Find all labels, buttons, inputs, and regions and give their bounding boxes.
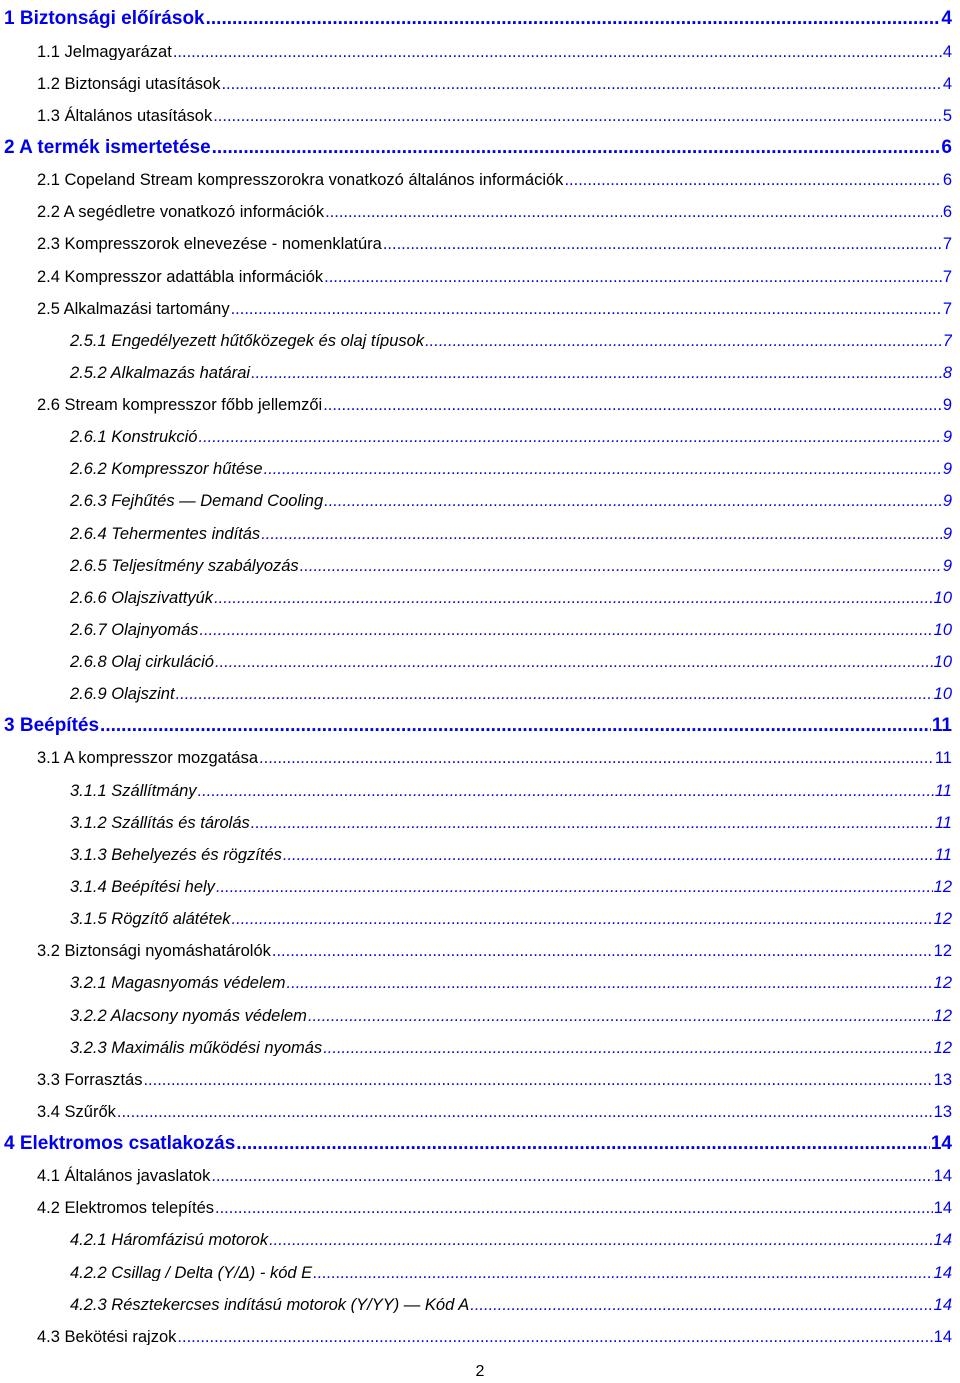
toc-dot-leader [117,1104,933,1121]
toc-entry[interactable] [37,386,952,414]
toc-dot-leader [324,493,942,510]
toc-entry-page: 12 [933,878,952,896]
toc-entry[interactable] [70,482,952,510]
toc-entry-page: 6 [941,136,952,157]
toc-entry[interactable] [37,1189,952,1217]
toc-dot-leader [425,333,942,350]
toc-entry-label: 4.1 Általános javaslatok [37,1167,211,1185]
toc-entry[interactable] [70,578,952,606]
toc-entry-label: 2.6.5 Teljesítmény szabályozás [70,556,299,575]
toc-dot-leader [300,558,942,575]
toc-entry-page: 14 [933,1167,952,1185]
toc-entry-page: 13 [933,1102,952,1121]
toc-dot-leader [272,943,933,960]
toc-entry-label: 2.5 Alkalmazási tartomány [37,299,230,318]
toc-entry[interactable] [4,0,952,28]
toc-dot-leader [251,365,942,382]
toc-entry-page: 4 [942,74,952,93]
toc-entry[interactable] [70,546,952,574]
toc-entry-label: 2.6.6 Olajszivattyúk [70,588,214,607]
toc-entry[interactable] [37,1157,952,1185]
toc-entry[interactable] [70,675,952,703]
toc-entry-page: 14 [933,1327,952,1346]
toc-entry-label: 2.5.2 Alkalmazás határai [70,363,251,382]
toc-entry-page: 14 [933,1199,952,1217]
toc-dot-leader [199,429,942,446]
toc-entry-label: 2.6.8 Olaj cirkuláció [70,653,214,671]
toc-dot-leader [177,1329,932,1346]
toc-dot-leader [215,1200,933,1217]
toc-entry-page: 10 [933,653,952,671]
toc-entry-label: 2.6.2 Kompresszor hűtése [70,460,263,478]
toc-dot-leader [231,301,942,318]
toc-entry-page: 9 [942,524,952,543]
toc-entry-page: 11 [934,749,952,767]
toc-dot-leader [199,622,932,639]
toc-entry-page: 12 [933,910,952,928]
toc-dot-leader [214,590,933,607]
toc-entry-page: 7 [942,235,952,253]
toc-dot-leader [232,911,933,928]
toc-entry-label: 2.5.1 Engedélyezett hűtőközegek és olaj típusok [70,331,425,350]
toc-entry-page: 10 [933,588,952,607]
toc-entry[interactable] [37,64,952,92]
toc-dot-leader [264,461,942,478]
toc-entry-label: 4.2.1 Háromfázisú motorok [70,1231,269,1249]
toc-entry-page: 12 [933,974,952,992]
toc-dot-leader [221,76,941,93]
toc-entry-label: 4.2 Elektromos telepítés [37,1199,215,1217]
toc-dot-leader [323,397,942,414]
toc-entry-label: 2.6.3 Fejhűtés ― Demand Cooling [70,492,324,510]
toc-entry-page: 14 [933,1295,952,1314]
toc-entry-label: 3.1.5 Rögzítő alátétek [70,910,231,928]
toc-entry-page: 7 [942,267,952,286]
toc-entry-label: 4.2.2 Csillag / Delta (Y/Δ) - kód E [70,1263,313,1282]
toc-dot-leader [212,138,941,157]
toc-entry-label: 2.2 A segédletre vonatkozó információk [37,203,325,221]
toc-entry-page: 11 [934,781,952,800]
toc-entry-label: 3 Beépítés [4,714,100,735]
toc-dot-leader [100,716,931,735]
toc-dot-leader [324,269,942,286]
toc-entry-label: 4 Elektromos csatlakozás [4,1132,236,1153]
toc-entry-page: 10 [933,685,952,703]
toc-dot-leader [236,1134,930,1153]
toc-entry-page: 4 [941,8,952,28]
toc-entry-label: 2.4 Kompresszor adattábla információk [37,267,324,286]
toc-entry-page: 10 [933,620,952,639]
toc-entry[interactable] [70,835,952,863]
toc-entry-label: 3.1.4 Beépítési hely [70,878,215,896]
toc-dot-leader [216,879,933,896]
toc-entry[interactable] [4,1125,952,1153]
toc-entry-page: 11 [934,845,952,864]
toc-entry-label: 1 Biztonsági előírások [4,8,205,28]
toc-entry-label: 2.6 Stream kompresszor főbb jellemzői [37,396,323,414]
toc-dot-leader [323,1040,932,1057]
toc-entry-page: 9 [942,492,952,510]
toc-entry[interactable] [70,868,952,896]
toc-entry-label: 1.3 Általános utasítások [37,106,213,125]
toc-entry-page: 4 [942,42,952,61]
toc-entry[interactable] [37,225,952,253]
toc-dot-leader [215,654,933,671]
toc-dot-leader [261,526,942,543]
toc-entry[interactable] [37,1060,952,1088]
toc-entry-label: 2.3 Kompresszorok elnevezése - nomenklatúra [37,235,382,253]
toc-entry-page: 9 [942,556,952,575]
toc-entry[interactable] [70,321,952,349]
toc-dot-leader [143,1072,932,1089]
toc-dot-leader [470,1297,932,1314]
toc-entry-label: 3.4 Szűrők [37,1102,116,1121]
toc-entry[interactable] [70,900,952,928]
toc-entry-label: 3.2.3 Maximális működési nyomás [70,1038,323,1057]
toc-entry[interactable] [37,289,952,317]
toc-entry-page: 6 [942,171,952,189]
toc-entry[interactable] [70,1028,952,1056]
toc-dot-leader [173,44,942,61]
toc-entry-page: 14 [933,1263,952,1282]
toc-entry[interactable] [70,610,952,638]
toc-entry-page: 9 [942,396,952,414]
toc-entry-page: 12 [933,1038,952,1057]
toc-entry[interactable] [37,1092,952,1120]
toc-entry-label: 3.2 Biztonsági nyomáshatárolók [37,942,271,960]
toc-entry-label: 1.2 Biztonsági utasítások [37,74,221,93]
toc-dot-leader [211,1168,932,1185]
toc-entry-label: 3.1.3 Behelyezés és rögzítés [70,845,282,864]
toc-entry[interactable] [70,1253,952,1281]
toc-entry-page: 5 [942,106,952,125]
toc-entry-label: 1.1 Jelmagyarázat [37,42,172,61]
toc-dot-leader [213,108,942,125]
toc-dot-leader [564,172,941,189]
toc-entry-label: 3.1.1 Szállítmány [70,781,197,800]
toc-entry-page: 13 [933,1070,952,1089]
toc-entry[interactable] [70,514,952,542]
toc-entry-label: 2.6.4 Tehermentes indítás [70,524,261,543]
toc-entry-page: 7 [942,331,952,350]
toc-dot-leader [198,783,934,800]
toc-entry-label: 3.2.2 Alacsony nyomás védelem [70,1006,307,1025]
toc-entry[interactable] [37,96,952,124]
toc-entry-page: 9 [942,428,952,446]
toc-dot-leader [176,686,933,703]
toc-entry[interactable] [70,418,952,446]
toc-dot-leader [251,815,934,832]
toc-entry[interactable] [37,257,952,285]
toc-dot-leader [383,236,942,253]
toc-entry[interactable] [70,803,952,831]
toc-entry[interactable] [37,932,952,960]
toc-entry[interactable] [70,1285,952,1313]
toc-dot-leader [283,847,934,864]
toc-dot-leader [206,9,941,28]
toc-entry-label: 2 A termék ismertetése [4,136,211,157]
toc-dot-leader [308,1008,933,1025]
toc-entry-label: 3.1 A kompresszor mozgatása [37,749,259,767]
toc-entry-label: 2.6.9 Olajszint [70,685,175,703]
toc-dot-leader [313,1265,932,1282]
toc-entry-label: 2.6.7 Olajnyomás [70,620,199,639]
toc-entry-label: 3.3 Forrasztás [37,1070,143,1089]
toc-dot-leader [269,1232,933,1249]
toc-entry-page: 6 [942,203,952,221]
toc-entry[interactable] [37,1317,952,1345]
toc-entry[interactable] [37,193,952,221]
toc-entry[interactable] [37,32,952,60]
toc-entry-label: 2.1 Copeland Stream kompresszorokra vonatkozó általános információk [37,171,564,189]
toc-entry[interactable] [70,450,952,478]
toc-entry[interactable] [37,739,952,767]
toc-entry-label: 3.2.1 Magasnyomás védelem [70,974,286,992]
toc-entry-page: 14 [930,1132,952,1153]
toc-entry-page: 12 [933,1006,952,1025]
toc-entry-page: 11 [931,714,952,735]
toc-entry-label: 3.1.2 Szállítás és tárolás [70,813,250,832]
toc-entry[interactable] [70,771,952,799]
toc-entry[interactable] [70,1221,952,1249]
toc-entry-page: 9 [942,460,952,478]
toc-entry-label: 4.2.3 Résztekercses indítású motorok (Y/YY) ― Kód A [70,1295,470,1314]
toc-entry-page: 8 [942,363,952,382]
toc-entry-label: 4.3 Bekötési rajzok [37,1327,177,1346]
toc-entry[interactable] [4,129,952,157]
toc-entry-label: 2.6.1 Konstrukció [70,428,198,446]
toc-entry-page: 7 [942,299,952,318]
toc-entry[interactable] [70,353,952,381]
toc-entry-page: 14 [933,1231,952,1249]
toc-entry[interactable] [70,643,952,671]
toc-entry-page: 12 [933,942,952,960]
toc-entry[interactable] [4,707,952,735]
page-number: 2 [475,1363,485,1380]
toc-entry[interactable] [70,964,952,992]
toc-dot-leader [325,204,942,221]
toc-dot-leader [259,750,934,767]
toc-entry-page: 11 [934,813,952,832]
toc-entry[interactable] [37,161,952,189]
toc-entry[interactable] [70,996,952,1024]
toc-dot-leader [287,975,933,992]
